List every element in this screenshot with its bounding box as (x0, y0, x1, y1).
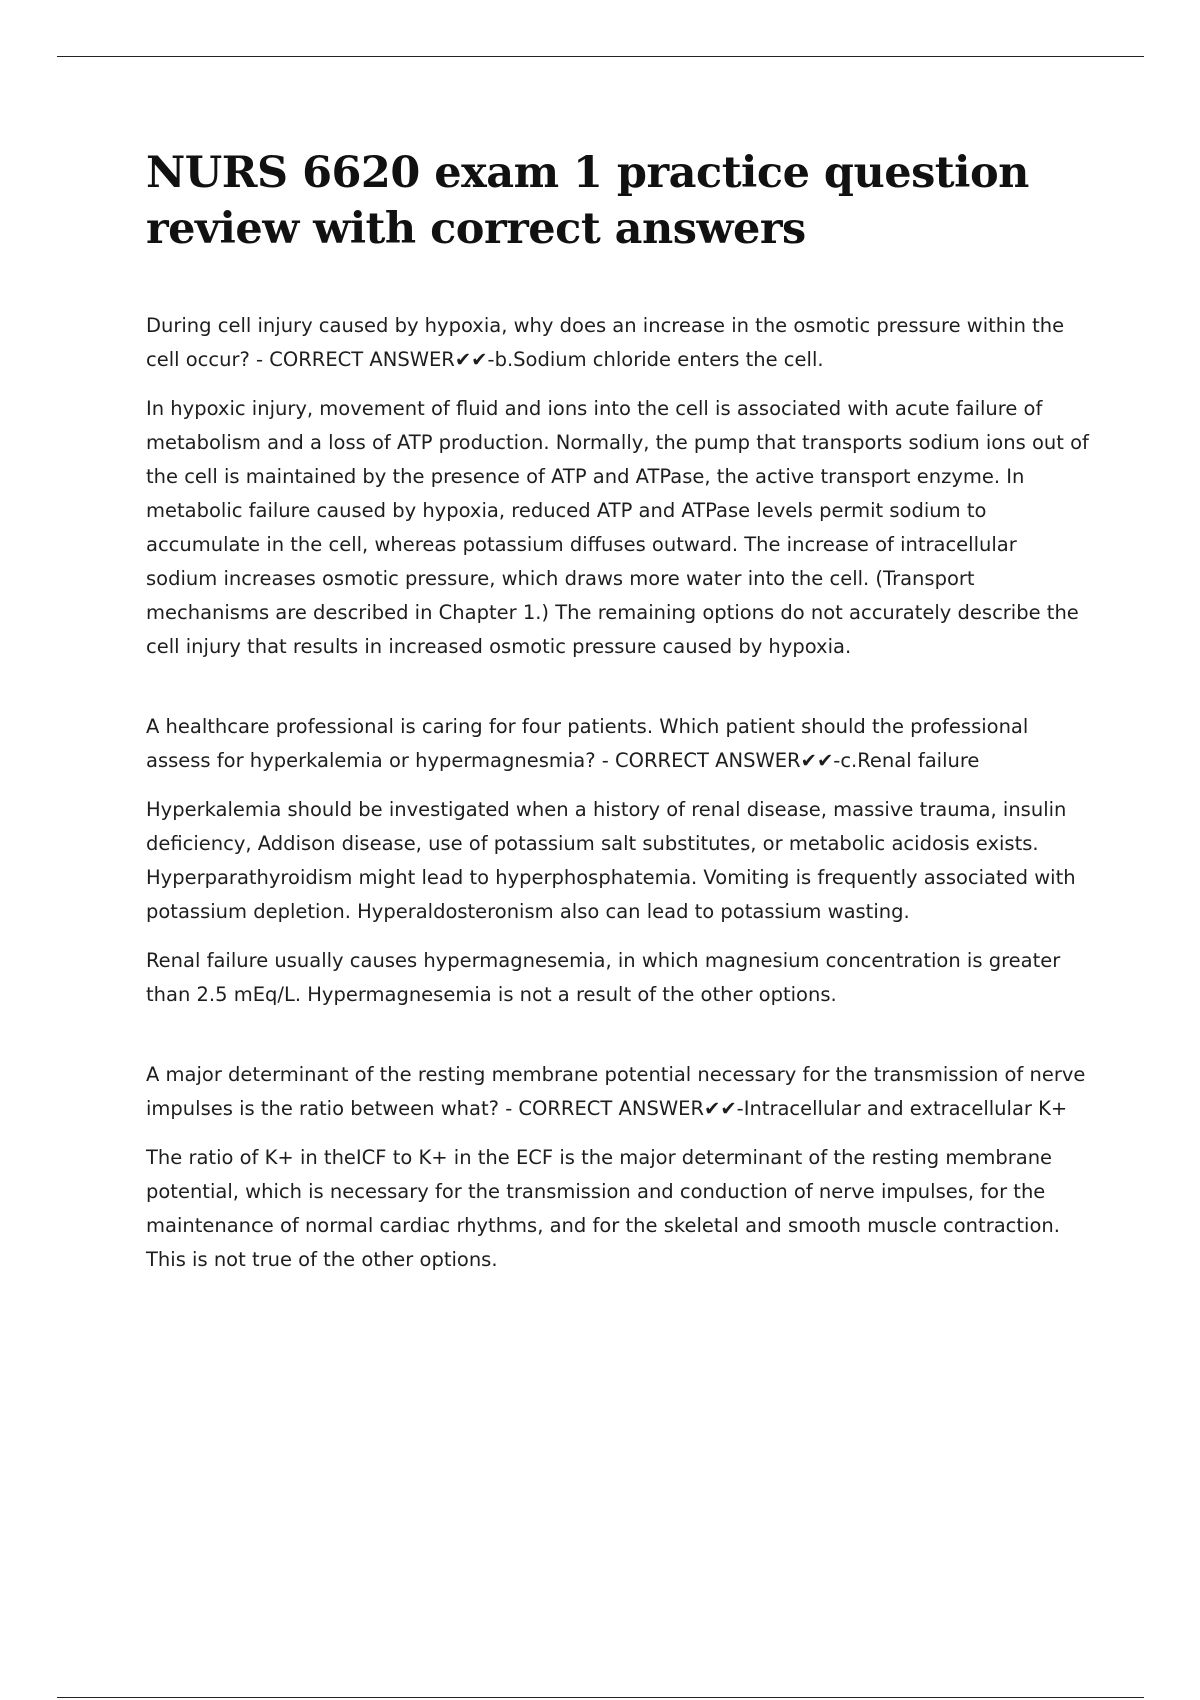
question-block-1 (146, 309, 1091, 664)
document-body (146, 145, 1091, 1323)
question-block-3 (146, 1058, 1091, 1277)
answer-explanation: In hypoxic injury, movement of fluid and ions into the cell is associated with acute failure of metabolism and a loss of ATP production. Normally, the pump that transports sodium ions out of the cell is maintained by the presence of ATP and ATPase, the active transport enzyme. In metabolic failure caused by hypoxia, reduced ATP and ATPase levels permit sodium to accumulate in the cell, whereas potassium diffuses outward. The increase of intracellular sodium increases osmotic pressure, which draws more water into the cell. (Transport mechanisms are described in Chapter 1.) The remaining options do not accurately describe the cell injury that results in increased osmotic pressure caused by hypoxia. (146, 397, 1089, 658)
header-rule (57, 56, 1144, 57)
answer-explanation: Hyperkalemia should be investigated when a history of renal disease, massive trauma, insulin deficiency, Addison disease, use of potassium salt substitutes, or metabolic acidosis exists. Hyperparathyroidism might lead to hyperphosphatemia. Vomiting is frequently associated with potassium depletion. Hyperaldosteronism also can lead to potassium wasting. (146, 798, 1076, 923)
answer-explanation: Renal failure usually causes hypermagnesemia, in which magnesium concentration is greater than 2.5 mEq/L. Hypermagnesemia is not a result of the other options. (146, 949, 1061, 1006)
question-text: A healthcare professional is caring for four patients. Which patient should the professional assess for hyperkalemia or hypermagnesmia? - CORRECT ANSWER✔✔-c.Renal failure (146, 715, 1029, 772)
footer-rule (57, 1697, 1144, 1698)
answer-explanation: The ratio of K+ in theICF to K+ in the ECF is the major determinant of the resting membrane potential, which is necessary for the transmission and conduction of nerve impulses, for the maintenance of normal cardiac rhythms, and for the skeletal and smooth muscle contraction. This is not true of the other options. (146, 1146, 1060, 1271)
question-block-2 (146, 710, 1091, 1012)
question-text: During cell injury caused by hypoxia, why does an increase in the osmotic pressure within the cell occur? - CORRECT ANSWER✔✔-b.Sodium chloride enters the cell. (146, 314, 1065, 371)
document-title: NURS 6620 exam 1 practice question review with correct answers (146, 148, 1029, 254)
question-text: A major determinant of the resting membrane potential necessary for the transmission of nerve impulses is the ratio between what? - CORRECT ANSWER✔✔-Intracellular and extracellular K+ (146, 1063, 1086, 1120)
